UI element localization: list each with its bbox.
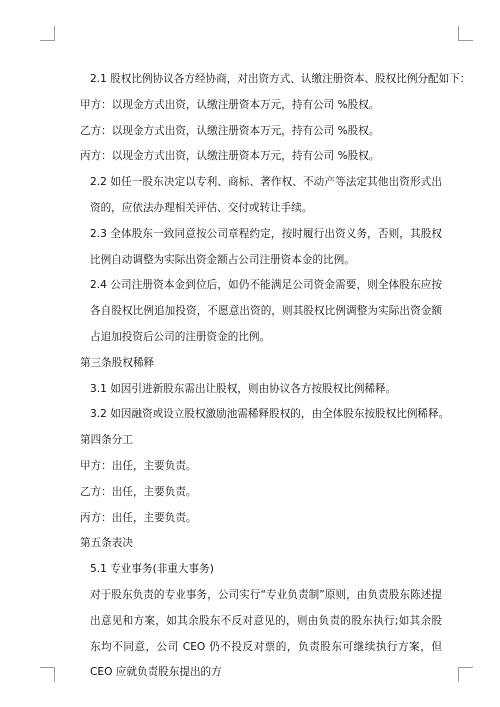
paragraph-party-c-capital: 丙方：以现金方式出资，认缴注册资本万元，持有公司 %股权。 bbox=[80, 150, 380, 163]
paragraph-3-2: 3.2 如因融资或设立股权激励池需稀释股权的，由全体股东按股权比例稀释。 bbox=[90, 408, 450, 421]
heading-article-5: 第五条表决 bbox=[80, 537, 133, 550]
crop-mark-top-right bbox=[458, 26, 473, 41]
crop-mark-bottom-right bbox=[458, 667, 473, 682]
paragraph-3-1: 3.1 如因引进新股东需出让股权，则由协议各方按股权比例稀释。 bbox=[90, 382, 397, 395]
paragraph-2-2: 2.2 如任一股东决定以专利、商标、著作权、不动产等法定其他出资形式出资的，应依法办理相关评估、交付或转让手续。 bbox=[90, 176, 442, 214]
crop-mark-bottom-left bbox=[40, 667, 55, 682]
paragraph-party-b-capital: 乙方：以现金方式出资，认缴注册资本万元，持有公司 %股权。 bbox=[80, 124, 380, 137]
paragraph-party-c-role: 丙方：出任，主要负责。 bbox=[80, 511, 197, 524]
crop-mark-top-left bbox=[40, 26, 55, 41]
paragraph-professional-affairs: 对于股东负责的专业事务，公司实行“专业负责制”原则，由负责股东陈述提出意见和方案，如其余股东不反对意见的，则由负责的股东执行;如其余股东均不同意，公司 CEO 仍不投反对票的，负责股东可继续执行方案，但 CEO 应就负责股东提出的方 bbox=[90, 588, 442, 679]
heading-article-3: 第三条股权稀释 bbox=[80, 356, 155, 369]
paragraph-party-a-role: 甲方：出任，主要负责。 bbox=[80, 459, 197, 472]
paragraph-party-a-capital: 甲方：以现金方式出资，认缴注册资本万元，持有公司 %股权。 bbox=[80, 98, 380, 111]
heading-article-4: 第四条分工 bbox=[80, 434, 133, 447]
paragraph-2-4: 2.4 公司注册资本金到位后，如仍不能满足公司资金需要，则全体股东应按各自股权比例追加投资，不愿意出资的，则其股权比例调整为实际出资金额占追加投资后公司的注册资金的比例。 bbox=[90, 279, 442, 343]
paragraph-5-1: 5.1 专业事务(非重大事务) bbox=[90, 563, 214, 576]
paragraph-party-b-role: 乙方：出任，主要负责。 bbox=[80, 485, 197, 498]
paragraph-2-1: 2.1 股权比例协议各方经协商，对出资方式、认缴注册资本、股权比例分配如下： bbox=[90, 73, 471, 85]
document-body bbox=[80, 67, 471, 686]
paragraph-2-3: 2.3 全体股东一致同意按公司章程约定，按时履行出资义务，否则，其股权比例自动调整为实际出资金额占公司注册资本金的比例。 bbox=[90, 227, 442, 266]
